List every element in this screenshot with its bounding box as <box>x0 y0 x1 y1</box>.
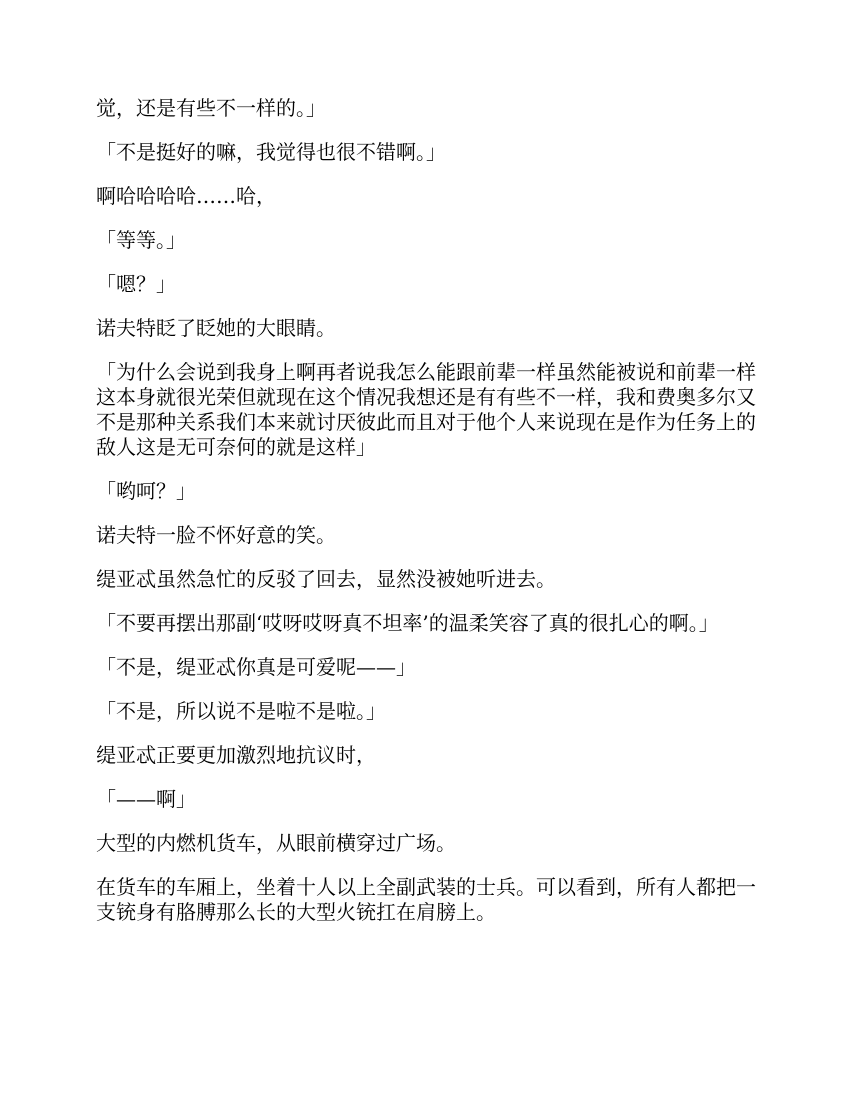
paragraph: 「不要再摆出那副‘哎呀哎呀真不坦率’的温柔笑容了真的很扎心的啊。」 <box>96 611 719 635</box>
paragraph: 「不是挺好的嘛，我觉得也很不错啊。」 <box>96 140 446 164</box>
paragraph: 觉，还是有些不一样的。」 <box>96 96 326 120</box>
document-page <box>96 96 756 944</box>
paragraph: 「——啊」 <box>96 787 196 811</box>
paragraph: 缇亚忒正要更加激烈地抗议时， <box>96 743 376 767</box>
paragraph: 「嗯？」 <box>96 272 176 296</box>
paragraph: 大型的内燃机货车，从眼前横穿过广场。 <box>96 831 456 855</box>
paragraph: 「等等。」 <box>96 228 186 252</box>
paragraph: 在货车的车厢上，坐着十人以上全副武装的士兵。可以看到，所有人都把一支铳身有胳膊那么长的大型火铳扛在肩膀上。 <box>96 875 756 924</box>
paragraph: 缇亚忒虽然急忙的反驳了回去，显然没被她听进去。 <box>96 567 556 591</box>
paragraph: 「不是，所以说不是啦不是啦。」 <box>96 699 386 723</box>
paragraph: 「不是，缇亚忒你真是可爱呢——」 <box>96 655 416 679</box>
paragraph: 诺夫特一脸不怀好意的笑。 <box>96 523 336 547</box>
paragraph: 啊哈哈哈哈……哈， <box>96 184 276 208</box>
paragraph: 「哟呵？」 <box>96 479 196 503</box>
paragraph: 「为什么会说到我身上啊再者说我怎么能跟前辈一样虽然能被说和前辈一样这本身就很光荣但就现在这个情况我想还是有有些不一样，我和费奥多尔又不是那种关系我们本来就讨厌彼此而且对于他个人来说现在是作为任务上的敌人这是无可奈何的就是这样」 <box>96 360 756 459</box>
paragraph: 诺夫特眨了眨她的大眼睛。 <box>96 316 336 340</box>
